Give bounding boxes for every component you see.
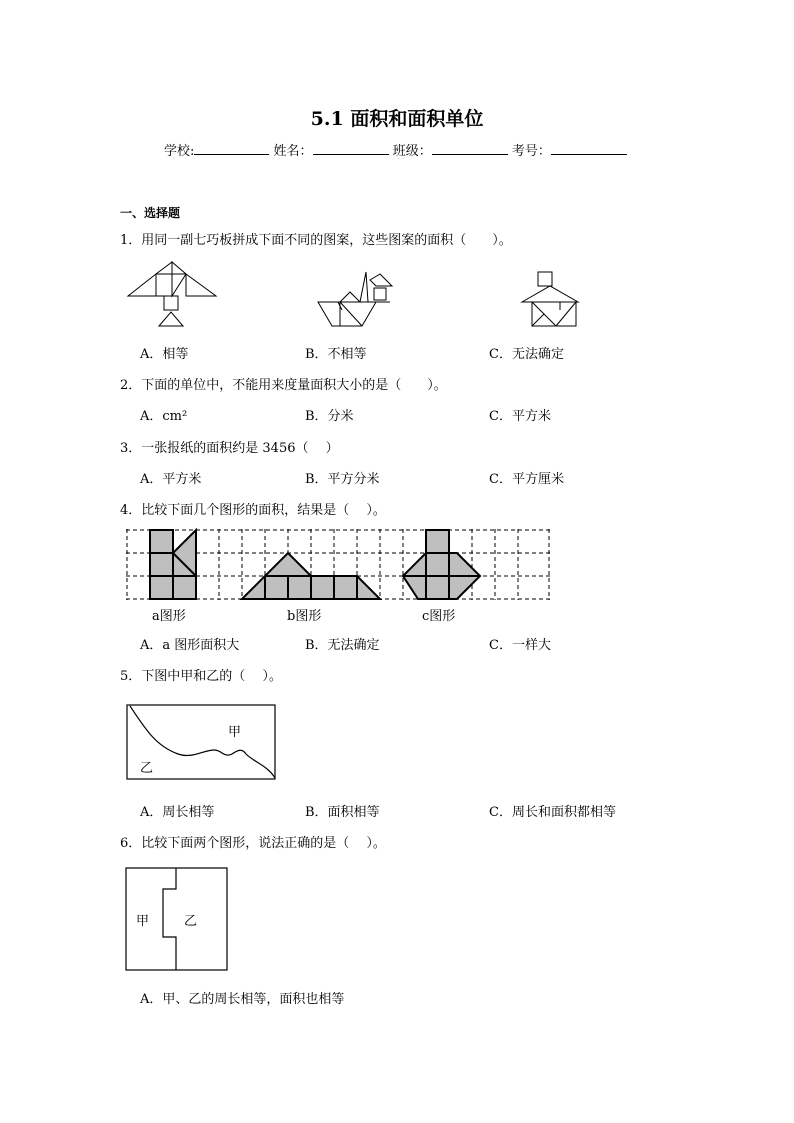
q4-option-b[interactable]: B．无法确定	[305, 638, 380, 653]
student-info-line	[164, 140, 627, 159]
label-jia-q6: 甲	[136, 914, 150, 929]
q1-option-a[interactable]: A．相等	[140, 347, 189, 362]
tangram-bird-figure	[126, 262, 218, 328]
q4-option-c[interactable]: C．一样大	[489, 638, 551, 653]
question-1-text: 1．用同一副七巧板拼成下面不同的图案，这些图案的面积（ ）。	[120, 233, 512, 248]
label-yi-q5: 乙	[140, 761, 154, 776]
name-label: 姓名：	[273, 144, 313, 159]
question-6-text: 6．比较下面两个图形，说法正确的是（ ）。	[120, 836, 386, 851]
question-3-text: 3．一张报纸的面积约是 3456（ ）	[120, 441, 339, 456]
school-blank	[194, 142, 269, 155]
label-jia-q5: 甲	[228, 725, 242, 740]
grid-shapes-figure	[126, 529, 551, 601]
label-yi-q6: 乙	[184, 914, 198, 929]
class-blank	[432, 142, 508, 155]
caption-a: a图形	[152, 609, 186, 624]
q6-option-a[interactable]: A．甲、乙的周长相等，面积也相等	[140, 992, 345, 1007]
page-title: 5.1 面积和面积单位	[310, 108, 484, 130]
caption-c: c图形	[422, 609, 456, 624]
id-blank	[551, 142, 627, 155]
q3-option-a[interactable]: A．平方米	[140, 472, 202, 487]
question-4-text: 4．比较下面几个图形的面积，结果是（ ）。	[120, 503, 386, 518]
name-blank	[313, 142, 389, 155]
shape-c	[403, 530, 480, 599]
q5-option-c[interactable]: C．周长和面积都相等	[489, 805, 616, 820]
q3-option-c[interactable]: C．平方厘米	[489, 472, 564, 487]
q1-option-c[interactable]: C．无法确定	[489, 347, 564, 362]
question-2-text: 2．下面的单位中，不能用来度量面积大小的是（ ）。	[120, 378, 447, 393]
caption-b: b图形	[287, 609, 322, 624]
tangram-house-figure	[520, 270, 582, 328]
q2-option-a[interactable]: A．cm²	[140, 409, 188, 424]
school-label: 学校:	[164, 144, 195, 159]
q2-option-c[interactable]: C．平方米	[489, 409, 551, 424]
question-5-text: 5．下图中甲和乙的（ ）。	[120, 669, 282, 684]
q4-option-a[interactable]: A．a 图形面积大	[140, 638, 240, 653]
q5-option-b[interactable]: B．面积相等	[305, 805, 380, 820]
q3-option-b[interactable]: B．平方分米	[305, 472, 380, 487]
q1-option-b[interactable]: B．不相等	[305, 347, 367, 362]
q5-option-a[interactable]: A．周长相等	[140, 805, 215, 820]
section-title: 一、选择题	[120, 206, 181, 220]
q2-option-b[interactable]: B．分米	[305, 409, 354, 424]
class-label: 班级：	[392, 144, 432, 159]
tangram-boat-figure	[316, 270, 396, 330]
id-label: 考号：	[511, 144, 551, 159]
